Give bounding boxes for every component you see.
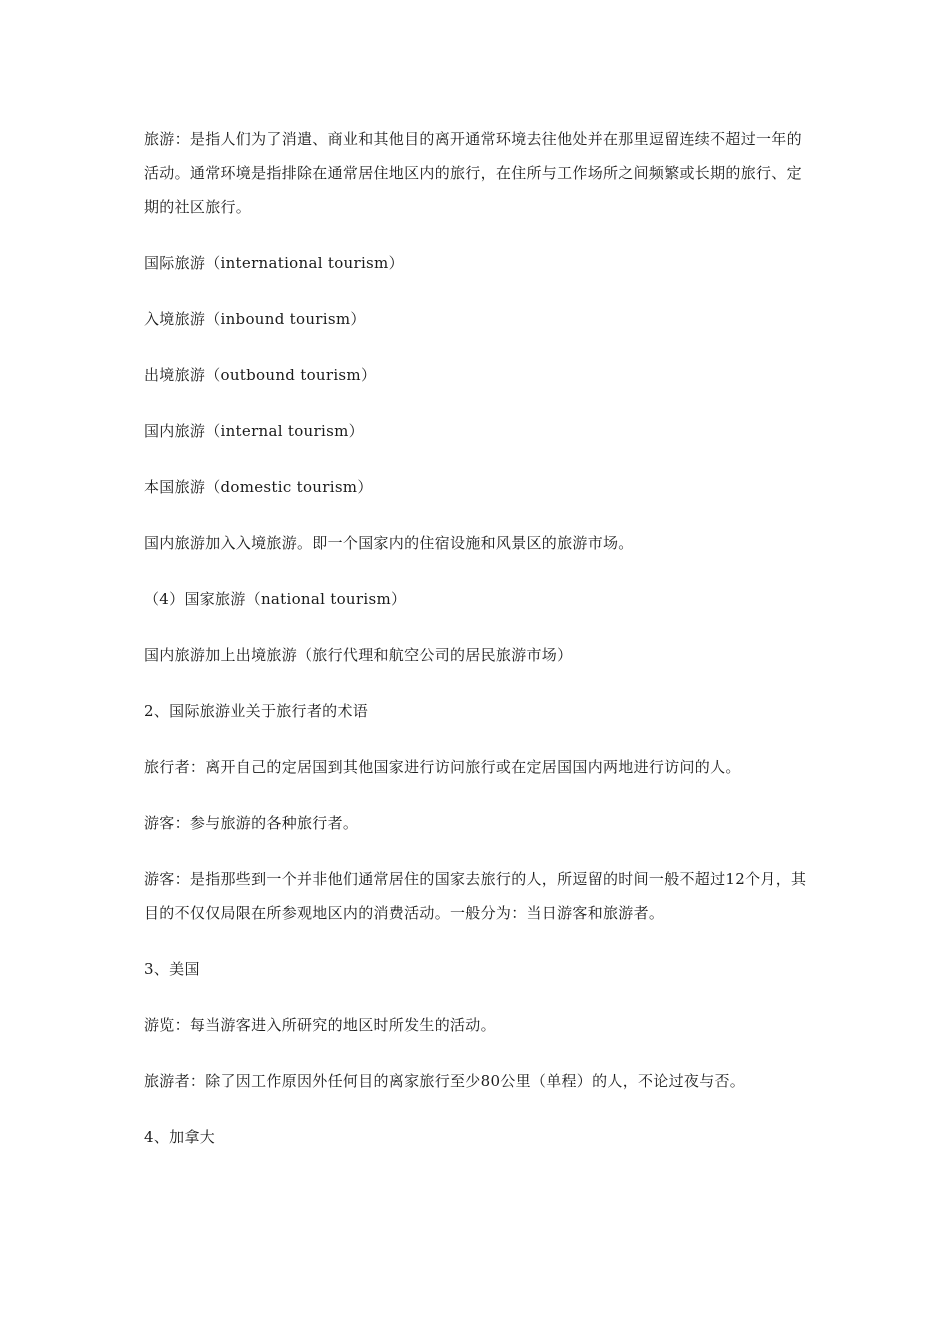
paragraph-national-tourism: （4）国家旅游（national tourism） [144,590,407,608]
paragraph-inbound-tourism: 入境旅游（inbound tourism） [144,310,366,328]
paragraph-excursion-definition: 游览：每当游客进入所研究的地区时所发生的活动。 [144,1016,496,1034]
paragraph-national-definition: 国内旅游加上出境旅游（旅行代理和航空公司的居民旅游市场） [144,646,573,664]
paragraph-tourism-definition: 旅游：是指人们为了消遣、商业和其他目的离开通常环境去往他处并在那里逗留连续不超过一年的活动。通常环境是指排除在通常居住地区内的旅行，在住所与工作场所之间频繁或长期的旅行、定期的社区旅行。 [144,130,802,216]
paragraph-domestic-definition: 国内旅游加入入境旅游。即一个国家内的住宿设施和风景区的旅游市场。 [144,534,634,552]
paragraph-internal-tourism: 国内旅游（internal tourism） [144,422,364,440]
paragraph-visitor-definition: 游客：参与旅游的各种旅行者。 [144,814,359,832]
section-heading-usa: 3、美国 [144,960,200,978]
section-heading-canada: 4、加拿大 [144,1128,216,1146]
paragraph-domestic-tourism: 本国旅游（domestic tourism） [144,478,373,496]
paragraph-international-tourism: 国际旅游（international tourism） [144,254,404,272]
section-heading-traveler-terms: 2、国际旅游业关于旅行者的术语 [144,702,369,720]
document-body [144,122,808,1176]
paragraph-traveler-definition: 旅行者：离开自己的定居国到其他国家进行访问旅行或在定居国国内两地进行访问的人。 [144,758,741,776]
paragraph-visitor-detail: 游客：是指那些到一个并非他们通常居住的国家去旅行的人，所逗留的时间一般不超过12个月，其目的不仅仅局限在所参观地区内的消费活动。一般分为：当日游客和旅游者。 [144,870,807,922]
paragraph-tourist-definition: 旅游者：除了因工作原因外任何目的离家旅行至少80公里（单程）的人，不论过夜与否。 [144,1072,746,1090]
paragraph-outbound-tourism: 出境旅游（outbound tourism） [144,366,377,384]
